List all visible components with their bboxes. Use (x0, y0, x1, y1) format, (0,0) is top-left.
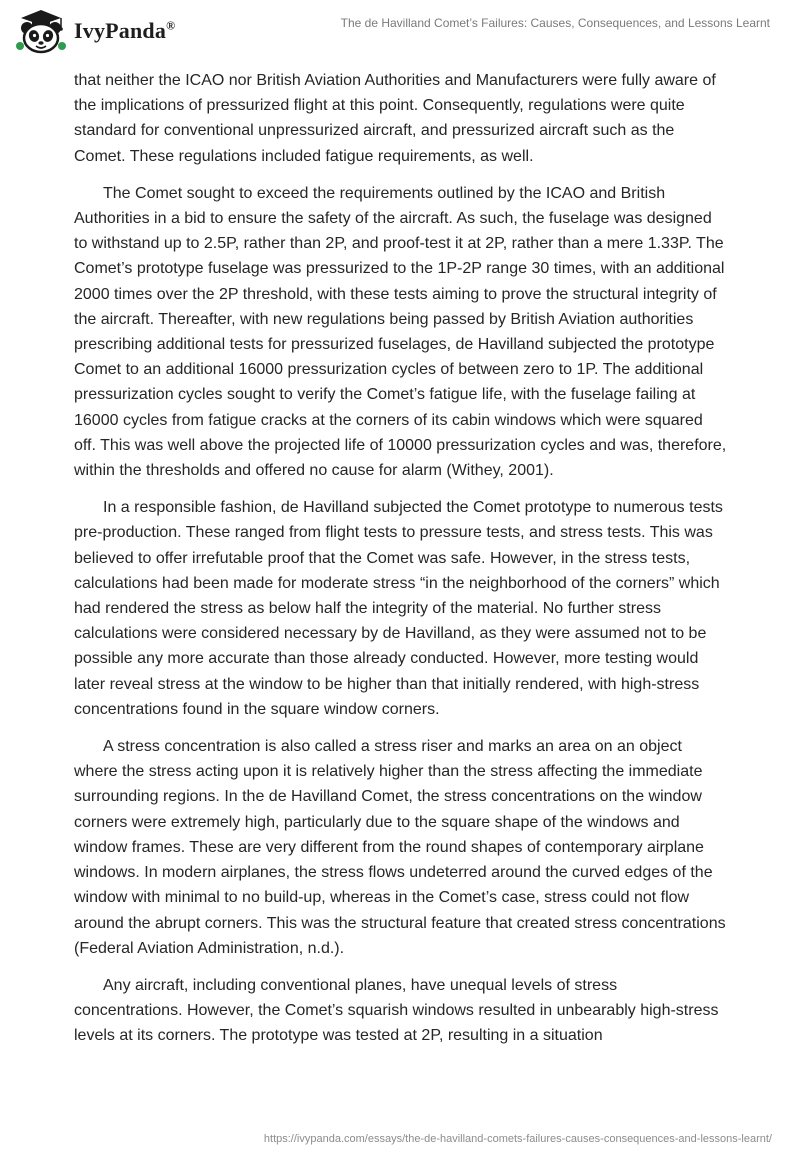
panda-graduation-cap-icon (14, 8, 70, 54)
brand-name (74, 18, 175, 44)
registered-mark: ® (166, 18, 176, 33)
essay-body (74, 68, 728, 1061)
brand-logo[interactable] (14, 8, 175, 54)
brand-name-text: IvyPanda (74, 18, 167, 43)
source-url-link[interactable]: https://ivypanda.com/essays/the-de-havilland-comets-failures-causes-consequences-and-lessons-learnt/ (263, 1133, 772, 1145)
document-title: The de Havilland Comet’s Failures: Causes, Consequences, and Lessons Learnt (340, 16, 770, 30)
paragraph: that neither the ICAO nor British Aviation Authorities and Manufacturers were fully aware of the implications of pressurized flight at this point. Consequently, regulations were quite standard for conventional unpressurized aircraft, and pressurized aircraft such as the Comet. These regulations included fatigue requirements, as well. (74, 72, 716, 165)
paragraph: Any aircraft, including conventional planes, have unequal levels of stress concentrations. However, the Comet’s squarish windows resulted in unbearably high-stress levels at its corners. The prototype was tested at 2P, resulting in a situation (74, 976, 719, 1045)
paragraph: A stress concentration is also called a stress riser and marks an area on an object where the stress acting upon it is relatively higher than the stress affecting the immediate surrounding regions. In the de Havilland Comet, the stress concentrations on the window corners were extremely high, particularly due to the square shape of the windows and window frames. These are very different from the round shapes of contemporary airplane windows. In modern airplanes, the stress flows undeterred around the curved edges of the window with minimal to no build-up, whereas in the Comet’s case, stress could not flow around the abrupt corners. This was the structural feature that created stress concentrations (Federal Aviation Administration, n.d.). (74, 738, 726, 957)
paragraph: The Comet sought to exceed the requirements outlined by the ICAO and British Authorities in a bid to ensure the safety of the aircraft. As such, the fuselage was designed to withstand up to 2.5P, rather than 2P, and proof-test it at 2P, rather than a mere 1.33P. The Comet’s prototype fuselage was pressurized to the 1P-2P range 30 times, with an additional 2000 times over the 2P threshold, with these tests aiming to prove the structural integrity of the aircraft. Thereafter, with new regulations being passed by British Aviation authorities prescribing additional tests for pressurized fuselages, de Havilland subjected the prototype Comet to an additional 16000 pressurization cycles of between zero to 1P. The additional pressurization cycles sought to verify the Comet’s fatigue life, with the fuselage failing at 16000 cycles from fatigue cracks at the corners of its cabin windows which were squared off. This was well above the projected life of 10000 pressurization cycles and was, therefore, within the thresholds and offered no cause for alarm (Withey, 2001). (74, 184, 727, 480)
paragraph: In a responsible fashion, de Havilland subjected the Comet prototype to numerous tests pre-production. These ranged from flight tests to pressure tests, and stress tests. This was believed to offer irrefutable proof that the Comet was safe. However, in the stress tests, calculations had been made for moderate stress “in the neighborhood of the corners” which had rendered the stress as below half the integrity of the material. No further stress calculations were considered necessary by de Havilland, as they were assumed not to be possible any more accurate than those already conducted. However, more testing would later reveal stress at the window to be higher than that initially rendered, with high-stress concentrations found in the square window corners. (74, 499, 723, 718)
page-header (0, 0, 800, 64)
